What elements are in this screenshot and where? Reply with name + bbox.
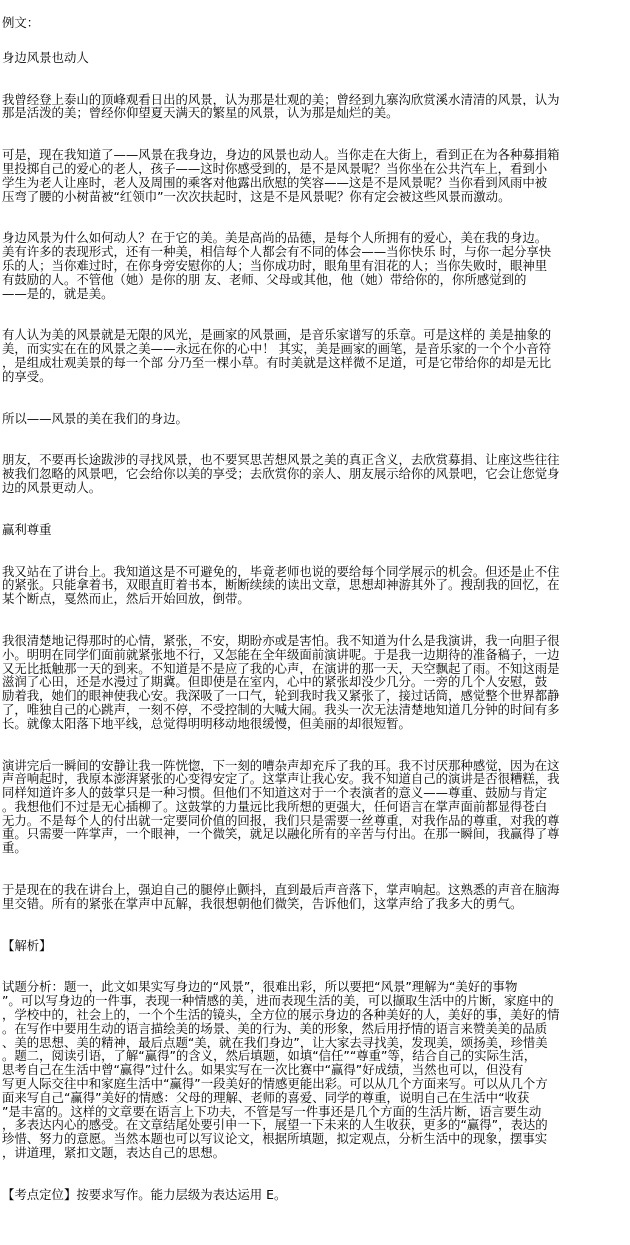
text-line: 我很清楚地记得那时的心情，紧张，不安，期盼亦或是害怕。我不知道为什么是我演讲，我一向胆子很 xyxy=(2,633,560,648)
text-line: 里交错。所有的紧张在掌声中瓦解，我很想朝他们微笑，告诉他们，这掌声给了我多大的勇气。 xyxy=(2,896,523,911)
essay1-paragraph-1 xyxy=(2,93,628,121)
text-line: 有人认为美的风景就是无限的风光，是画家的风景画，是音乐家谱写的乐章。可是这样的 美是抽象的 xyxy=(2,328,552,343)
essay-title: 赢利尊重 xyxy=(2,521,52,537)
text-line: ，多表达内心的感受。在文章结尾处要引申一下，展望一下未来的人生收获，更多的“赢得”，表达的 xyxy=(2,1118,548,1133)
text-line: 某个断点，戛然而止，然后开始回放，倒带。 xyxy=(2,592,250,606)
text-line: 我又站在了讲台上。我知道这是不可避免的，毕竟老师也说的要给每个同学展示的机会。但还是止不住 xyxy=(2,564,560,579)
essay1-paragraph-4 xyxy=(2,328,628,383)
essay1-paragraph-3 xyxy=(2,231,628,300)
text-line: ，讲道理，紧扣文题，表达自己的思想。 xyxy=(2,1146,226,1160)
text-line: 。题二，阅读引语，了解“赢得”的含义，然后填题，如填“信任”“尊重”等，结合自己的实际生活， xyxy=(2,1049,537,1064)
text-line: 面来写自己“赢得”美好的情感：父母的理解、老师的喜爱、同学的尊重，说明自己在生活中“收获 xyxy=(2,1090,530,1105)
text-line: 试题分析：题一，此文如果实写身边的“风景”，很难出彩，所以要把“风景”理解为“美好的事物 xyxy=(2,980,518,995)
essay1-paragraph-6 xyxy=(2,453,628,494)
text-line: 、美的思想、美的精神，最后点题“美，就在我们身边”，让大家去寻找美，发现美，颂扬美，珍惜美 xyxy=(2,1035,548,1050)
essay2-paragraph-3 xyxy=(2,759,628,856)
text-line: ——是的，就是美。 xyxy=(2,286,114,301)
essay1-paragraph-5 xyxy=(2,412,628,426)
text-line: 小。明明在同学们面前就紧张地不行，又怎能在全年级面前演讲呢。于是我一边期待的准备稿子，一边 xyxy=(2,647,560,662)
text-line: 重。只需要一阵掌声，一个眼神，一个微笑，就足以融化所有的辛苦与付出。在那一瞬间，我赢得了尊 xyxy=(2,827,560,842)
text-line: 珍惜、努力的意愿。当然本题也可以写议论文，根据所填题，拟定观点，分析生活中的现象，摆事实 xyxy=(2,1132,548,1147)
footer-note: 【考点定位】按要求写作。能力层级为表达运用 E。 xyxy=(2,1186,287,1202)
text-line: 了，唯独自己的心跳声，一刻不停，不受控制的大喊大闹。我头一次无法清楚地知道几分钟的时间有多 xyxy=(2,702,560,717)
text-line: 压弯了腰的小树苗被“红领巾”一次次扶起时，这是不是风景呢？你有定会被这些风景而激动。 xyxy=(2,189,511,204)
text-line: 可是，现在我知道了——风景在我身边，身边的风景也动人。当你走在大街上，看到正在为各种募捐箱 xyxy=(2,148,560,162)
text-line: 写更人际交往中和家庭生活中“赢得”一段美好的情感更能出彩。可以从几个方面来写。可以从几个方 xyxy=(2,1077,548,1091)
text-line: 重。 xyxy=(2,841,27,856)
essay2-paragraph-4 xyxy=(2,883,628,911)
text-line: 同样知道许多人的鼓掌只是一种习惯。但他们不知道这对于一个表演者的意义——尊重、鼓励与肯定 xyxy=(2,786,548,800)
text-line: 思考自己在生活中曾“赢得”过什么。如果实写在一次比赛中“赢得”好成绩，当然也可以，但没有 xyxy=(2,1063,524,1078)
text-line: 那是活泼的美；曾经你仰望夏天满天的繁星的风景，认为那是灿烂的美。 xyxy=(2,106,399,121)
text-line: ”是丰富的。这样的文章要在语言上下功夫，不管是写一件事还是几个方面的生活片断，语言要生动 xyxy=(2,1104,542,1119)
text-line: 身边风景为什么如何动人？在于它的美。美是高尚的品德，是每个人所拥有的爱心，美在我的身边。 xyxy=(2,231,548,246)
text-line: 于是现在的我在讲台上，强迫自己的腿停止颤抖，直到最后声音落下，掌声响起。这熟悉的声音在脑海 xyxy=(2,883,560,897)
analysis-heading: 【解析】 xyxy=(2,937,52,953)
text-line: 的享受。 xyxy=(2,369,52,384)
text-line: 所以——风景的美在我们的身边。 xyxy=(2,411,188,426)
text-line: 朋友，不要再长途跋涉的寻找风景，也不要冥思苦想风景之美的真正含义，去欣赏募捐、让座这些往往 xyxy=(2,453,560,468)
text-line: 声音响起时，我原本澎湃紧张的心变得安定了。这掌声让我心安。我不知道自己的演讲是否很糟糕，我 xyxy=(2,772,560,787)
text-line: ”。可以写身边的一件事，表现一种情感的美，进而表现生活的美，可以撷取生活中的片断，家庭中的 xyxy=(2,994,554,1009)
text-line: 学生为老人让座时，老人及周围的乘客对他露出欣慰的笑容——这是不是风景呢？当你看到风雨中被 xyxy=(2,175,548,190)
essay2-paragraph-2 xyxy=(2,634,628,731)
text-line: 无力。不是每个人的付出就一定要同价值的回报，我们只是需要一丝尊重，对我作品的尊重，对我的尊 xyxy=(2,813,560,828)
text-line: 滋润了心田，还是水漫过了期冀。但即使是在室内，心中的紧张却没少几分。一旁的几个人安慰，鼓 xyxy=(2,675,548,690)
text-line: 边的风景更动人。 xyxy=(2,480,102,495)
text-line: 美有许多的表现形式，还有一种美，相信每个人都会有不同的体会——当你快乐 时，与你一起分享快 xyxy=(2,245,552,259)
text-line: 美，而实实在在的风景之美——永远在你的心中！ 其实，美是画家的画笔，是音乐家的一个个小音符 xyxy=(2,342,552,356)
text-line: 乐的人；当你难过时，在你身旁安慰你的人；当你成功时，眼角里有泪花的人；当你失败时，眼神里 xyxy=(2,258,548,273)
text-line: ，学校中的，社会上的，一个个生活的镜头，全方位的展示身边的各种美好的人，美好的事，美好的情 xyxy=(2,1008,560,1022)
text-line: 有鼓励的人。不管他（她）是你的朋 友、老师、父母或其他，他（她）带给你的，你所感觉到的 xyxy=(2,272,527,287)
text-line: 。在写作中要用生动的语言描绘美的场景、美的行为、美的形象，然后用抒情的语言来赞美美的品质 xyxy=(2,1021,548,1036)
text-line: 又无比抵触那一天的到来。不知道是不是应了我的心声，在演讲的那一天，天空飘起了雨。不知这雨是 xyxy=(2,661,560,676)
example-label: 例文： xyxy=(2,15,40,30)
text-line: 演讲完后一瞬间的安静让我一阵恍惚，下一刻的嘈杂声却充斥了我的耳。我不讨厌那种感觉，因为在这 xyxy=(2,758,560,773)
text-line: 里投掷自己的爱心的老人，孩子——这时你感受到的，是不是风景呢？当你坐在公共汽车上，看到小 xyxy=(2,161,548,176)
text-line: 的紧张。只能拿着书，双眼直盯着书本，断断续续的读出文章，思想却神游其外了。搜刮我的回忆，在 xyxy=(2,578,560,593)
text-line: ，是组成壮观美景的每一个部 分乃至一棵小草。有时美就是这样微不足道，可是它带给你的却是无比 xyxy=(2,355,552,370)
essay2-paragraph-1 xyxy=(2,565,628,606)
text-line: 我曾经登上泰山的顶峰观看日出的风景，认为那是壮观的美；曾经到九寨沟欣赏溪水清清的风景，认为 xyxy=(2,92,560,107)
text-line: 长。就像太阳落下地平线，总觉得明明移动地很缓慢，但美丽的却很短暂。 xyxy=(2,716,411,731)
analysis-paragraph xyxy=(2,980,628,1159)
text-line: 被我们忽略的风景吧，它会给你以美的享受；去欣赏你的亲人、朋友展示给你的风景吧，它会让您觉身 xyxy=(2,467,560,481)
text-line: 励着我，她们的眼神使我心安。我深吸了一口气，轮到我时我又紧张了，接过话筒，感觉整个世界都静 xyxy=(2,689,560,703)
essay-title: 身边风景也动人 xyxy=(2,49,89,65)
text-line: 。我想他们不过是无心插柳了。这鼓掌的力量远比我所想的更强大，任何语言在掌声面前都显得苍白 xyxy=(2,799,548,814)
essay1-paragraph-2 xyxy=(2,148,628,203)
